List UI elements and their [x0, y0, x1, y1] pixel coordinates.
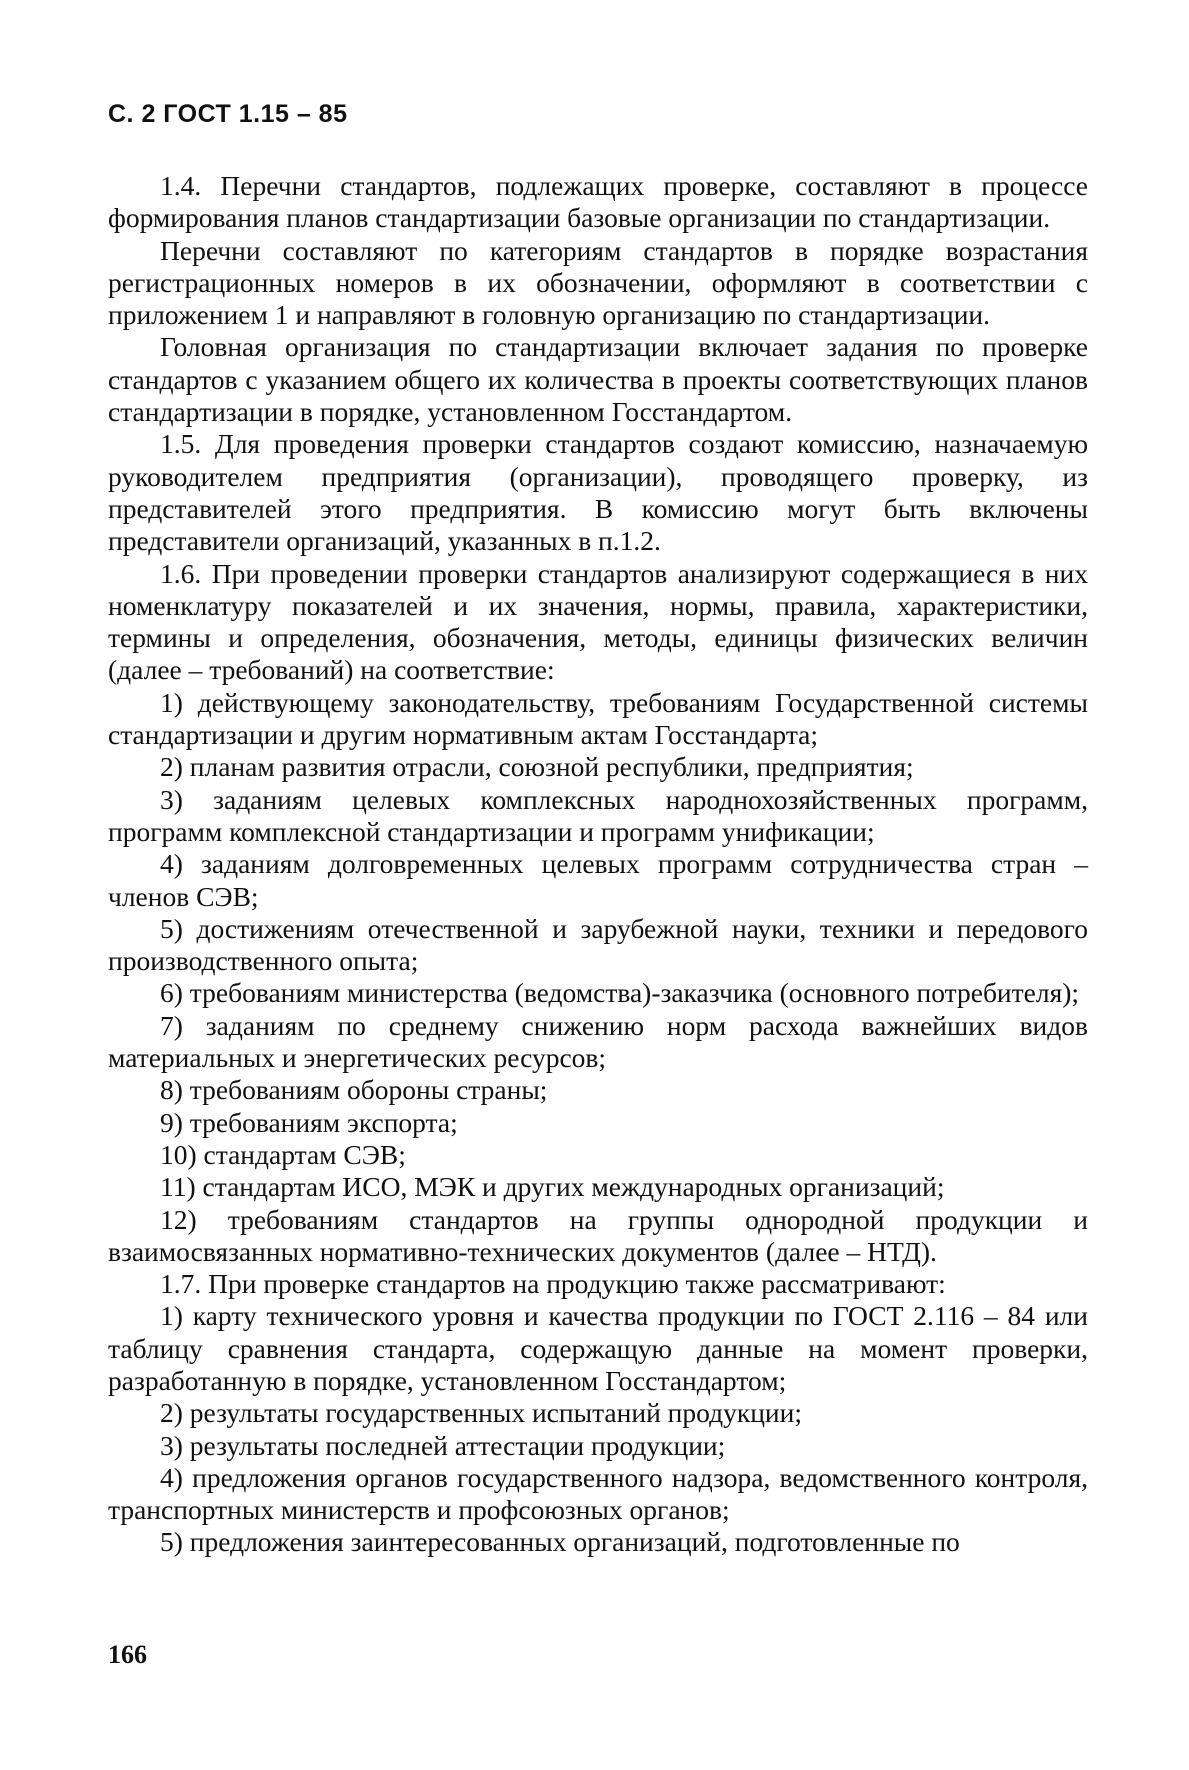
list-item: 3) результаты последней аттестации продукции; [160, 1429, 726, 1461]
paragraph: Перечни составляют по категориям стандартов в порядке возрастания регистрационных номеров в их обозначении, оформляют в соответствии с приложением 1 и направляют в головную организацию по стандартизации. [108, 234, 1088, 331]
list-item: 4) заданиям долговременных целевых программ сотрудничества стран – членов СЭВ; [108, 848, 1088, 912]
paragraph: 1.4. Перечни стандартов, подлежащих проверке, составляют в процессе формирования планов стандартизации базовые организации по стандартизации. [108, 170, 1088, 234]
list-item: 3) заданиям целевых комплексных народнохозяйственных программ, программ комплексной стандартизации и программ унификации; [108, 783, 1088, 847]
list-item: 10) стандартам СЭВ; [160, 1138, 406, 1170]
list-item: 4) предложения органов государственного надзора, ведомственного контроля, транспортных министерств и профсоюзных органов; [108, 1461, 1088, 1526]
list-item: 1) карту технического уровня и качества продукции по ГОСТ 2.116 – 84 или таблицу сравнения стандарта, содержащую данные на момент проверки, разработанную в порядке, установленном Госстандартом; [108, 1300, 1088, 1396]
list-item: 5) предложения заинтересованных организаций, подготовленные по [160, 1526, 960, 1558]
list-item: 2) результаты государственных испытаний продукции; [160, 1397, 802, 1429]
paragraph: Головная организация по стандартизации включает задания по проверке стандартов с указанием общего их количества в проекты соответствующих планов стандартизации в порядке, установленном Госстандартом. [108, 331, 1088, 428]
list-item: 2) планам развития отрасли, союзной республики, предприятия; [160, 751, 914, 783]
body-text [108, 170, 1088, 1559]
paragraph: 1.5. Для проведения проверки стандартов создают комиссию, назначаемую руководителем предприятия (организации), проводящего проверку, из представителей этого предприятия. В комиссию могут быть включены представители организаций, указанных в п.1.2. [108, 428, 1088, 557]
list-item: 9) требованиям экспорта; [160, 1106, 458, 1138]
list-item: 6) требованиям министерства (ведомства)-заказчика (основного потребителя); [160, 977, 1080, 1009]
list-item: 1) действующему законодательству, требованиям Государственной системы стандартизации и другим нормативным актам Госстандарта; [108, 686, 1088, 751]
list-item: 8) требованиям обороны страны; [160, 1074, 548, 1106]
running-head: С. 2 ГОСТ 1.15 – 85 [108, 100, 348, 128]
paragraph: 1.6. При проведении проверки стандартов анализируют содержащиеся в них номенклатуру показателей и их значения, нормы, правила, характеристики, термины и определения, обозначения, методы, единицы физических величин (далее – требований) на соответствие: [108, 557, 1088, 686]
list-item: 11) стандартам ИСО, МЭК и других международных организаций; [160, 1171, 945, 1203]
list-item: 7) заданиям по среднему снижению норм расхода важнейших видов материальных и энергетических ресурсов; [108, 1009, 1088, 1074]
paragraph: 1.7. При проверке стандартов на продукцию также рассматривают: [160, 1268, 946, 1300]
page-number: 166 [108, 1640, 147, 1669]
list-item: 5) достижениям отечественной и зарубежной науки, техники и передового производственного опыта; [108, 912, 1088, 977]
list-item: 12) требованиям стандартов на группы однородной продукции и взаимосвязанных нормативно-технических документов (далее – НТД). [108, 1203, 1088, 1267]
